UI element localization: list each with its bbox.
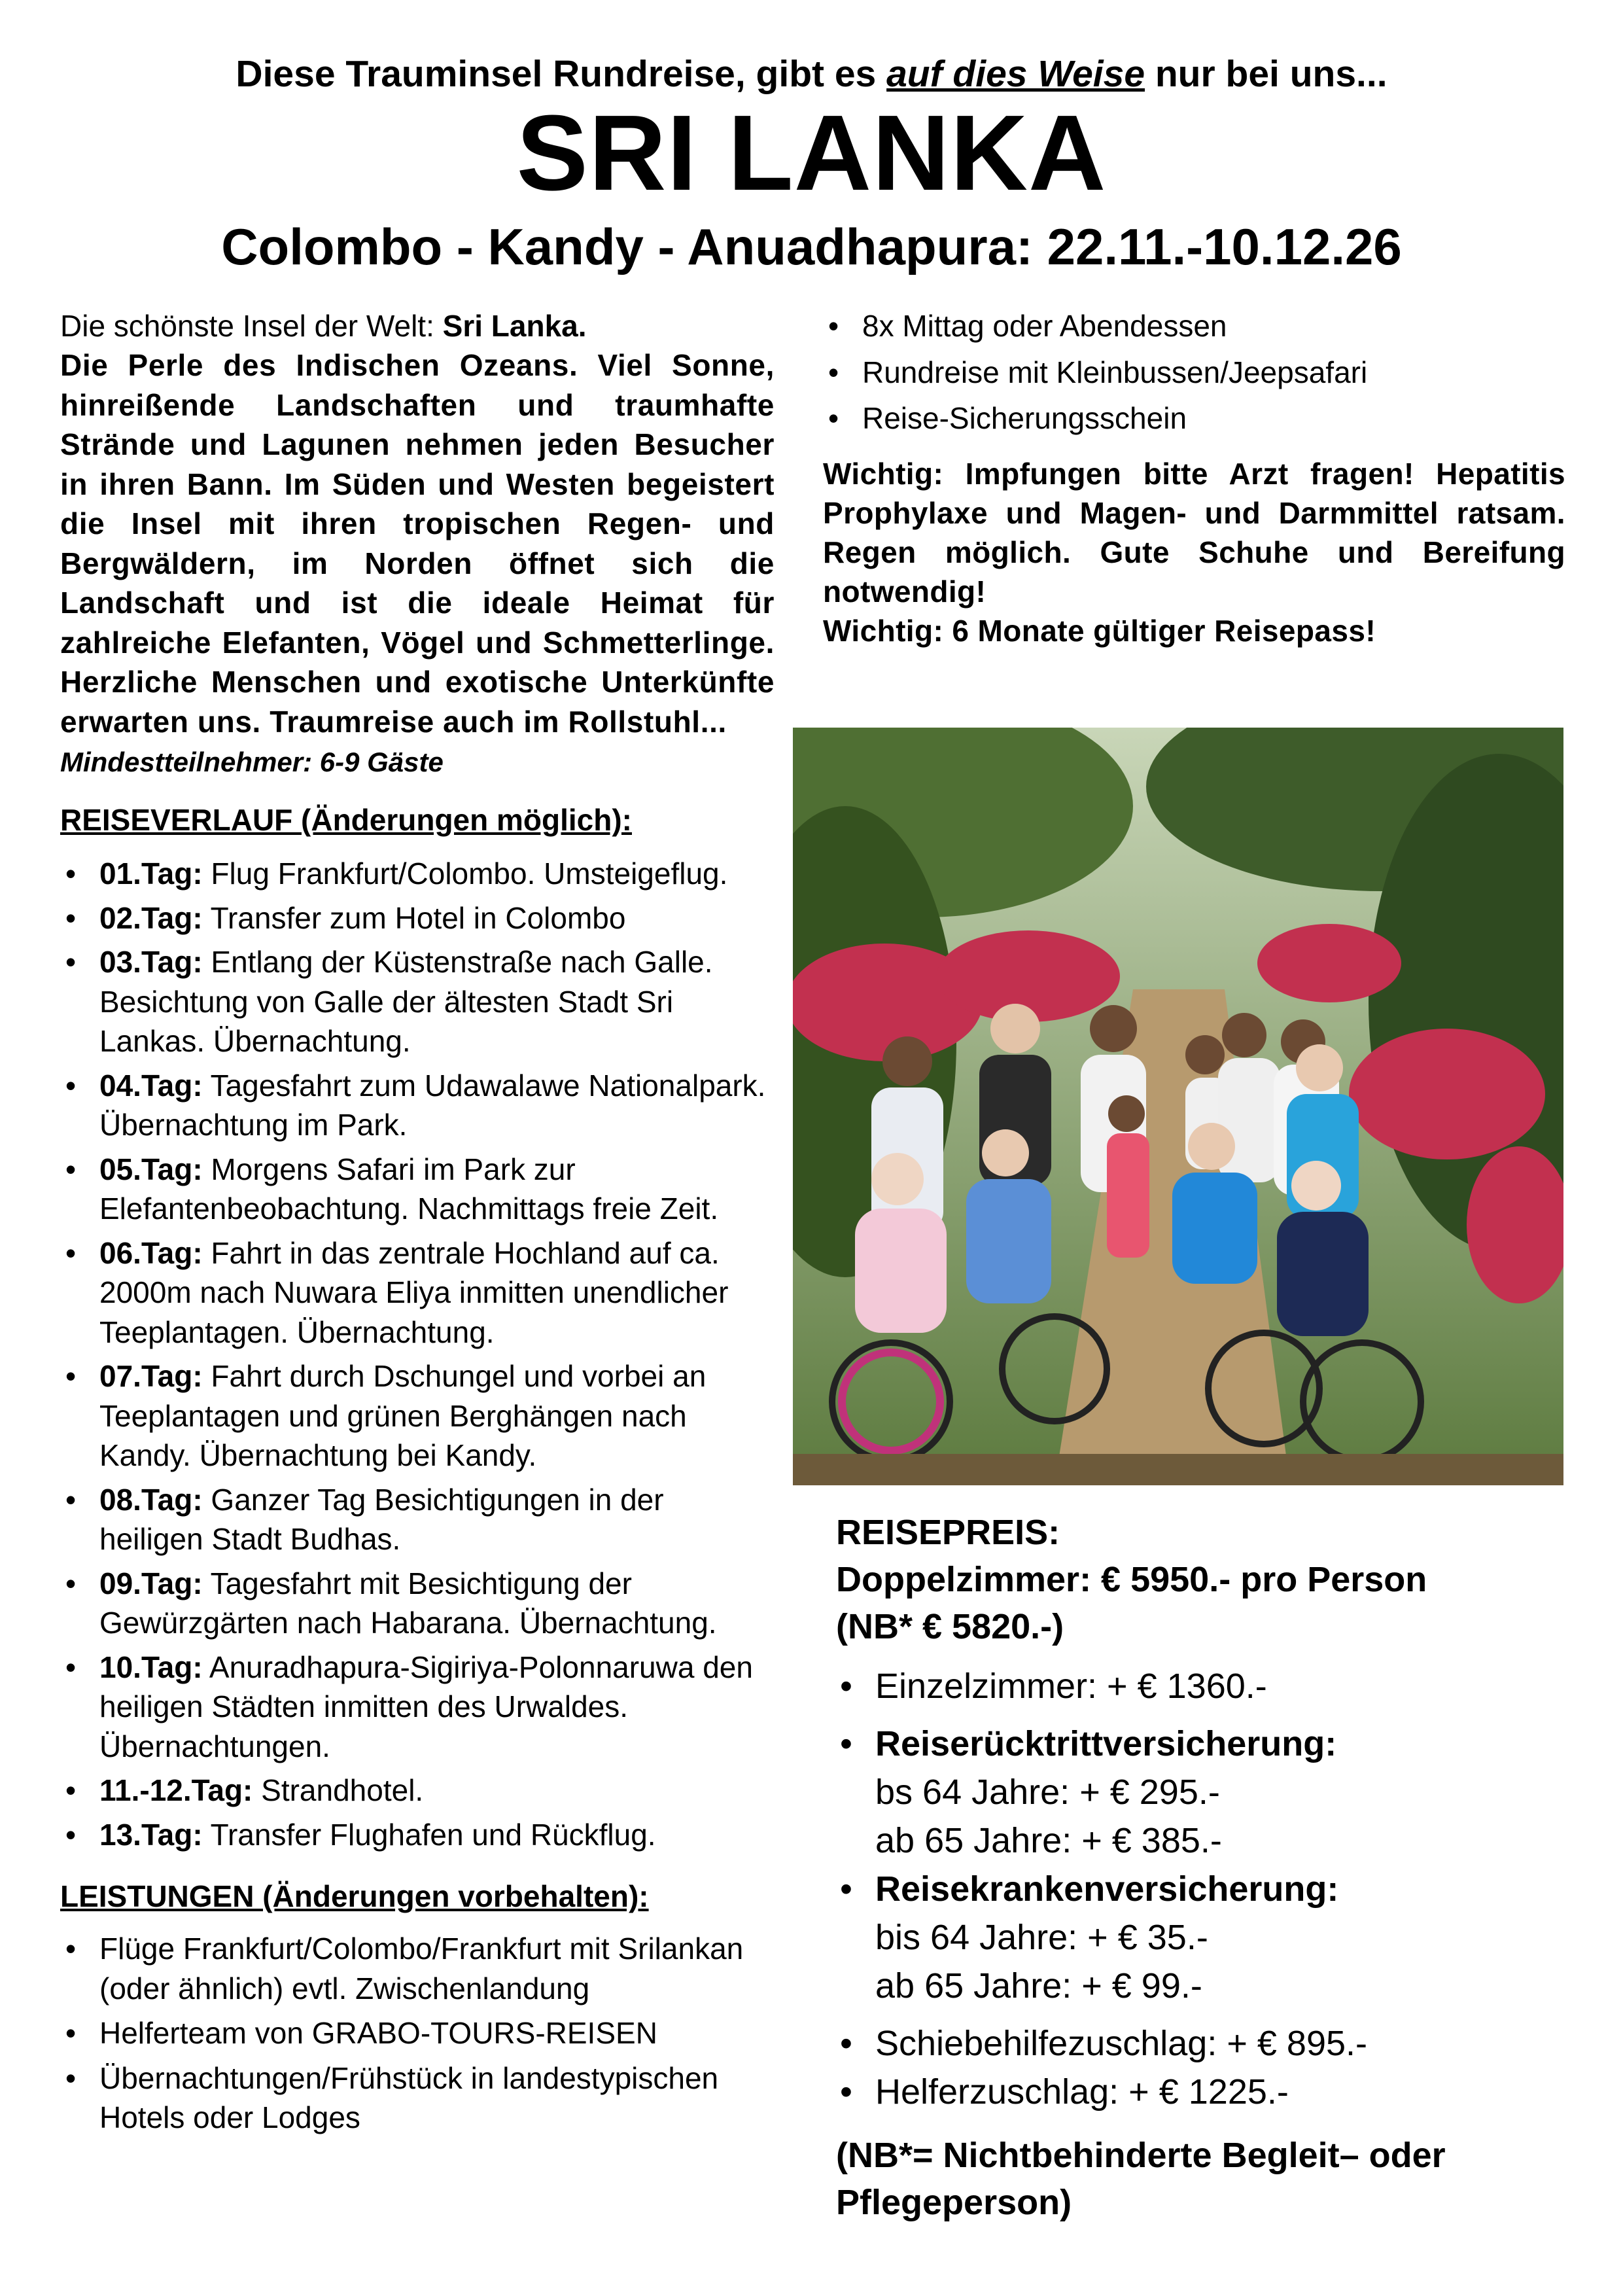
bullet-icon: • bbox=[65, 1482, 77, 1517]
day-text: Flug Frankfurt/Colombo. Umsteigeflug. bbox=[211, 857, 728, 891]
itinerary-day bbox=[60, 854, 775, 894]
price-section bbox=[836, 1509, 1562, 2226]
day-text: Ganzer Tag Besichtigungen in der heiligen Stadt Budhas. bbox=[99, 1482, 664, 1556]
itinerary-day bbox=[60, 1648, 775, 1767]
double-room-price: Doppelzimmer: € 5950.- pro Person bbox=[836, 1560, 1427, 1599]
left-column bbox=[60, 306, 775, 2138]
day-label: 09.Tag: bbox=[99, 1566, 203, 1600]
bullet-icon: • bbox=[65, 1566, 77, 1600]
itinerary-day bbox=[60, 1771, 775, 1810]
helper-surcharge bbox=[836, 2068, 1562, 2116]
group-photo-illustration bbox=[793, 728, 1563, 1485]
service-text: Flüge Frankfurt/Colombo/Frankfurt mit Srilankan (oder ähnlich) evtl. Zwischenlandung bbox=[99, 1932, 744, 2005]
header bbox=[0, 51, 1623, 276]
itinerary-day bbox=[60, 1480, 775, 1559]
push-assist-surcharge bbox=[836, 2019, 1562, 2068]
day-label: 13.Tag: bbox=[99, 1817, 203, 1852]
day-text: Fahrt in das zentrale Hochland auf ca. 2000m nach Nuwara Eliya inmitten unendlicher Teeplantagen. Übernachtung. bbox=[99, 1235, 729, 1349]
service-item bbox=[60, 2013, 775, 2053]
day-label: 03.Tag: bbox=[99, 945, 203, 979]
day-label: 06.Tag: bbox=[99, 1235, 203, 1270]
bullet-icon: • bbox=[65, 1650, 77, 1684]
nb-price: (NB* € 5820.-) bbox=[836, 1607, 1064, 1646]
cancellation-insurance bbox=[836, 1720, 1562, 1865]
group-photo bbox=[793, 728, 1563, 1485]
day-text: Strandhotel. bbox=[261, 1773, 424, 1807]
day-label: 02.Tag: bbox=[99, 900, 203, 935]
day-label: 10.Tag: bbox=[99, 1650, 203, 1684]
passport-notice: Wichtig: 6 Monate gültiger Reisepass! bbox=[823, 613, 1376, 648]
single-room-surcharge bbox=[836, 1662, 1562, 1710]
health-line: bis 64 Jahre: + € 35.- bbox=[875, 1918, 1208, 1957]
price-heading: REISEPREIS: bbox=[836, 1513, 1060, 1552]
page-title: SRI LANKA bbox=[516, 93, 1107, 213]
day-text: Morgens Safari im Park zur Elefantenbeobachtung. Nachmittags freie Zeit. bbox=[99, 1152, 719, 1226]
services-list-continued bbox=[823, 306, 1565, 438]
cancellation-line: bs 64 Jahre: + € 295.- bbox=[875, 1773, 1220, 1812]
bullet-icon: • bbox=[840, 1869, 852, 1909]
service-text: Reise-Sicherungsschein bbox=[862, 401, 1187, 435]
itinerary-title: REISEVERLAUF (Änderungen möglich): bbox=[60, 803, 632, 837]
bullet-icon: • bbox=[65, 900, 77, 935]
day-text: Tagesfahrt zum Udawalawe Nationalpark. Übernachtung im Park. bbox=[99, 1068, 766, 1142]
bullet-icon: • bbox=[65, 1359, 77, 1393]
day-text: Fahrt durch Dschungel und vorbei an Teeplantagen und grünen Berghängen nach Kandy. Übernachtung bei Kandy. bbox=[99, 1359, 707, 1472]
tagline-start: Diese Trauminsel Rundreise, gibt es bbox=[236, 53, 887, 95]
day-label: 08.Tag: bbox=[99, 1482, 203, 1517]
service-item bbox=[60, 2058, 775, 2138]
health-title: Reisekrankenversicherung: bbox=[875, 1869, 1339, 1909]
min-participants: Mindestteilnehmer: 6-9 Gäste bbox=[60, 747, 444, 777]
services-list bbox=[60, 1929, 775, 2138]
service-item bbox=[60, 1929, 775, 2008]
bullet-icon: • bbox=[65, 945, 77, 979]
itinerary-day bbox=[60, 1150, 775, 1229]
bullet-icon: • bbox=[65, 2016, 77, 2050]
cancellation-line: ab 65 Jahre: + € 385.- bbox=[875, 1821, 1222, 1860]
itinerary-list bbox=[60, 854, 775, 1854]
intro-lead bbox=[60, 306, 775, 345]
itinerary-day bbox=[60, 1356, 775, 1475]
helper-text: Helferzuschlag: + € 1225.- bbox=[875, 2072, 1289, 2111]
itinerary-day bbox=[60, 1564, 775, 1643]
bullet-icon: • bbox=[840, 1667, 852, 1706]
day-text: Anuradhapura-Sigiriya-Polonnaruwa den heiligen Städten inmitten des Urwaldes. Übernachtungen. bbox=[99, 1650, 753, 1763]
tagline-end: nur bei uns... bbox=[1145, 53, 1387, 95]
price-options bbox=[836, 1662, 1562, 2116]
bullet-icon: • bbox=[828, 355, 839, 389]
service-item bbox=[823, 353, 1565, 393]
day-label: 05.Tag: bbox=[99, 1152, 203, 1186]
itinerary-day bbox=[60, 1066, 775, 1145]
day-label: 07.Tag: bbox=[99, 1359, 203, 1393]
intro-lead-text: Die schönste Insel der Welt: bbox=[60, 309, 443, 343]
health-insurance bbox=[836, 1865, 1562, 2010]
bullet-icon: • bbox=[65, 1773, 77, 1807]
route-dates: Colombo - Kandy - Anuadhapura: 22.11.-10.12.26 bbox=[221, 218, 1402, 275]
nb-footnote: (NB*= Nichtbehinderte Begleit– oder Pflegeperson) bbox=[836, 2136, 1446, 2222]
day-text: Entlang der Küstenstraße nach Galle. Besichtung von Galle der ältesten Stadt Sri Lankas. Übernachtung. bbox=[99, 945, 713, 1058]
service-item bbox=[823, 306, 1565, 346]
bullet-icon: • bbox=[65, 1235, 77, 1270]
itinerary-day bbox=[60, 898, 775, 938]
bullet-icon: • bbox=[828, 309, 839, 343]
bullet-icon: • bbox=[65, 1817, 77, 1852]
day-text: Tagesfahrt mit Besichtigung der Gewürzgärten nach Habarana. Übernachtung. bbox=[99, 1566, 717, 1640]
bullet-icon: • bbox=[65, 1152, 77, 1186]
itinerary-day bbox=[60, 1815, 775, 1855]
service-item bbox=[823, 398, 1565, 438]
push-assist-text: Schiebehilfezuschlag: + € 895.- bbox=[875, 2024, 1367, 2063]
service-text: Rundreise mit Kleinbussen/Jeepsafari bbox=[862, 355, 1368, 389]
intro-text: Die Perle des Indischen Ozeans. Viel Sonne, hinreißende Landschaften und traumhafte Strände und Lagunen nehmen jeden Besucher in ihren Bann. Im Süden und Westen begeistert die Insel mit ihren tropischen Regen- und Bergwäldern, im Norden öffnet sich die Landschaft und ist die ideale Heimat für zahlreiche Elefanten, Vögel und Schmetterlinge. Herzliche Menschen und exotische Unterkünfte erwarten uns. Traumreise auch im Rollstuhl... bbox=[60, 348, 775, 739]
day-label: 04.Tag: bbox=[99, 1068, 203, 1103]
itinerary-day bbox=[60, 1233, 775, 1352]
tagline-emphasis: auf dies Weise bbox=[886, 53, 1145, 95]
bullet-icon: • bbox=[65, 857, 77, 891]
bullet-icon: • bbox=[65, 1932, 77, 1966]
bullet-icon: • bbox=[840, 2072, 852, 2111]
single-room-text: Einzelzimmer: + € 1360.- bbox=[875, 1667, 1267, 1706]
services-title: LEISTUNGEN (Änderungen vorbehalten): bbox=[60, 1879, 649, 1913]
service-text: Helferteam von GRABO-TOURS-REISEN bbox=[99, 2016, 657, 2050]
bullet-icon: • bbox=[828, 401, 839, 435]
cancellation-title: Reiserücktrittversicherung: bbox=[875, 1724, 1337, 1763]
bullet-icon: • bbox=[840, 2024, 852, 2063]
day-label: 11.-12.Tag: bbox=[99, 1773, 253, 1807]
bullet-icon: • bbox=[840, 1724, 852, 1763]
itinerary-day bbox=[60, 942, 775, 1061]
service-text: 8x Mittag oder Abendessen bbox=[862, 309, 1227, 343]
bullet-icon: • bbox=[65, 1068, 77, 1103]
day-text: Transfer Flughafen und Rückflug. bbox=[210, 1817, 656, 1852]
tagline bbox=[0, 51, 1623, 97]
intro-lead-bold: Sri Lanka. bbox=[442, 309, 587, 343]
right-column bbox=[823, 306, 1565, 650]
bullet-icon: • bbox=[65, 2060, 77, 2095]
day-text: Transfer zum Hotel in Colombo bbox=[210, 900, 626, 935]
health-line: ab 65 Jahre: + € 99.- bbox=[875, 1966, 1202, 2005]
health-notice: Wichtig: Impfungen bitte Arzt fragen! Hepatitis Prophylaxe und Magen- und Darmmittel ratsam. Regen möglich. Gute Schuhe und Bereifung notwendig! bbox=[823, 456, 1565, 609]
service-text: Übernachtungen/Frühstück in landestypischen Hotels oder Lodges bbox=[99, 2060, 719, 2134]
day-label: 01.Tag: bbox=[99, 857, 203, 891]
